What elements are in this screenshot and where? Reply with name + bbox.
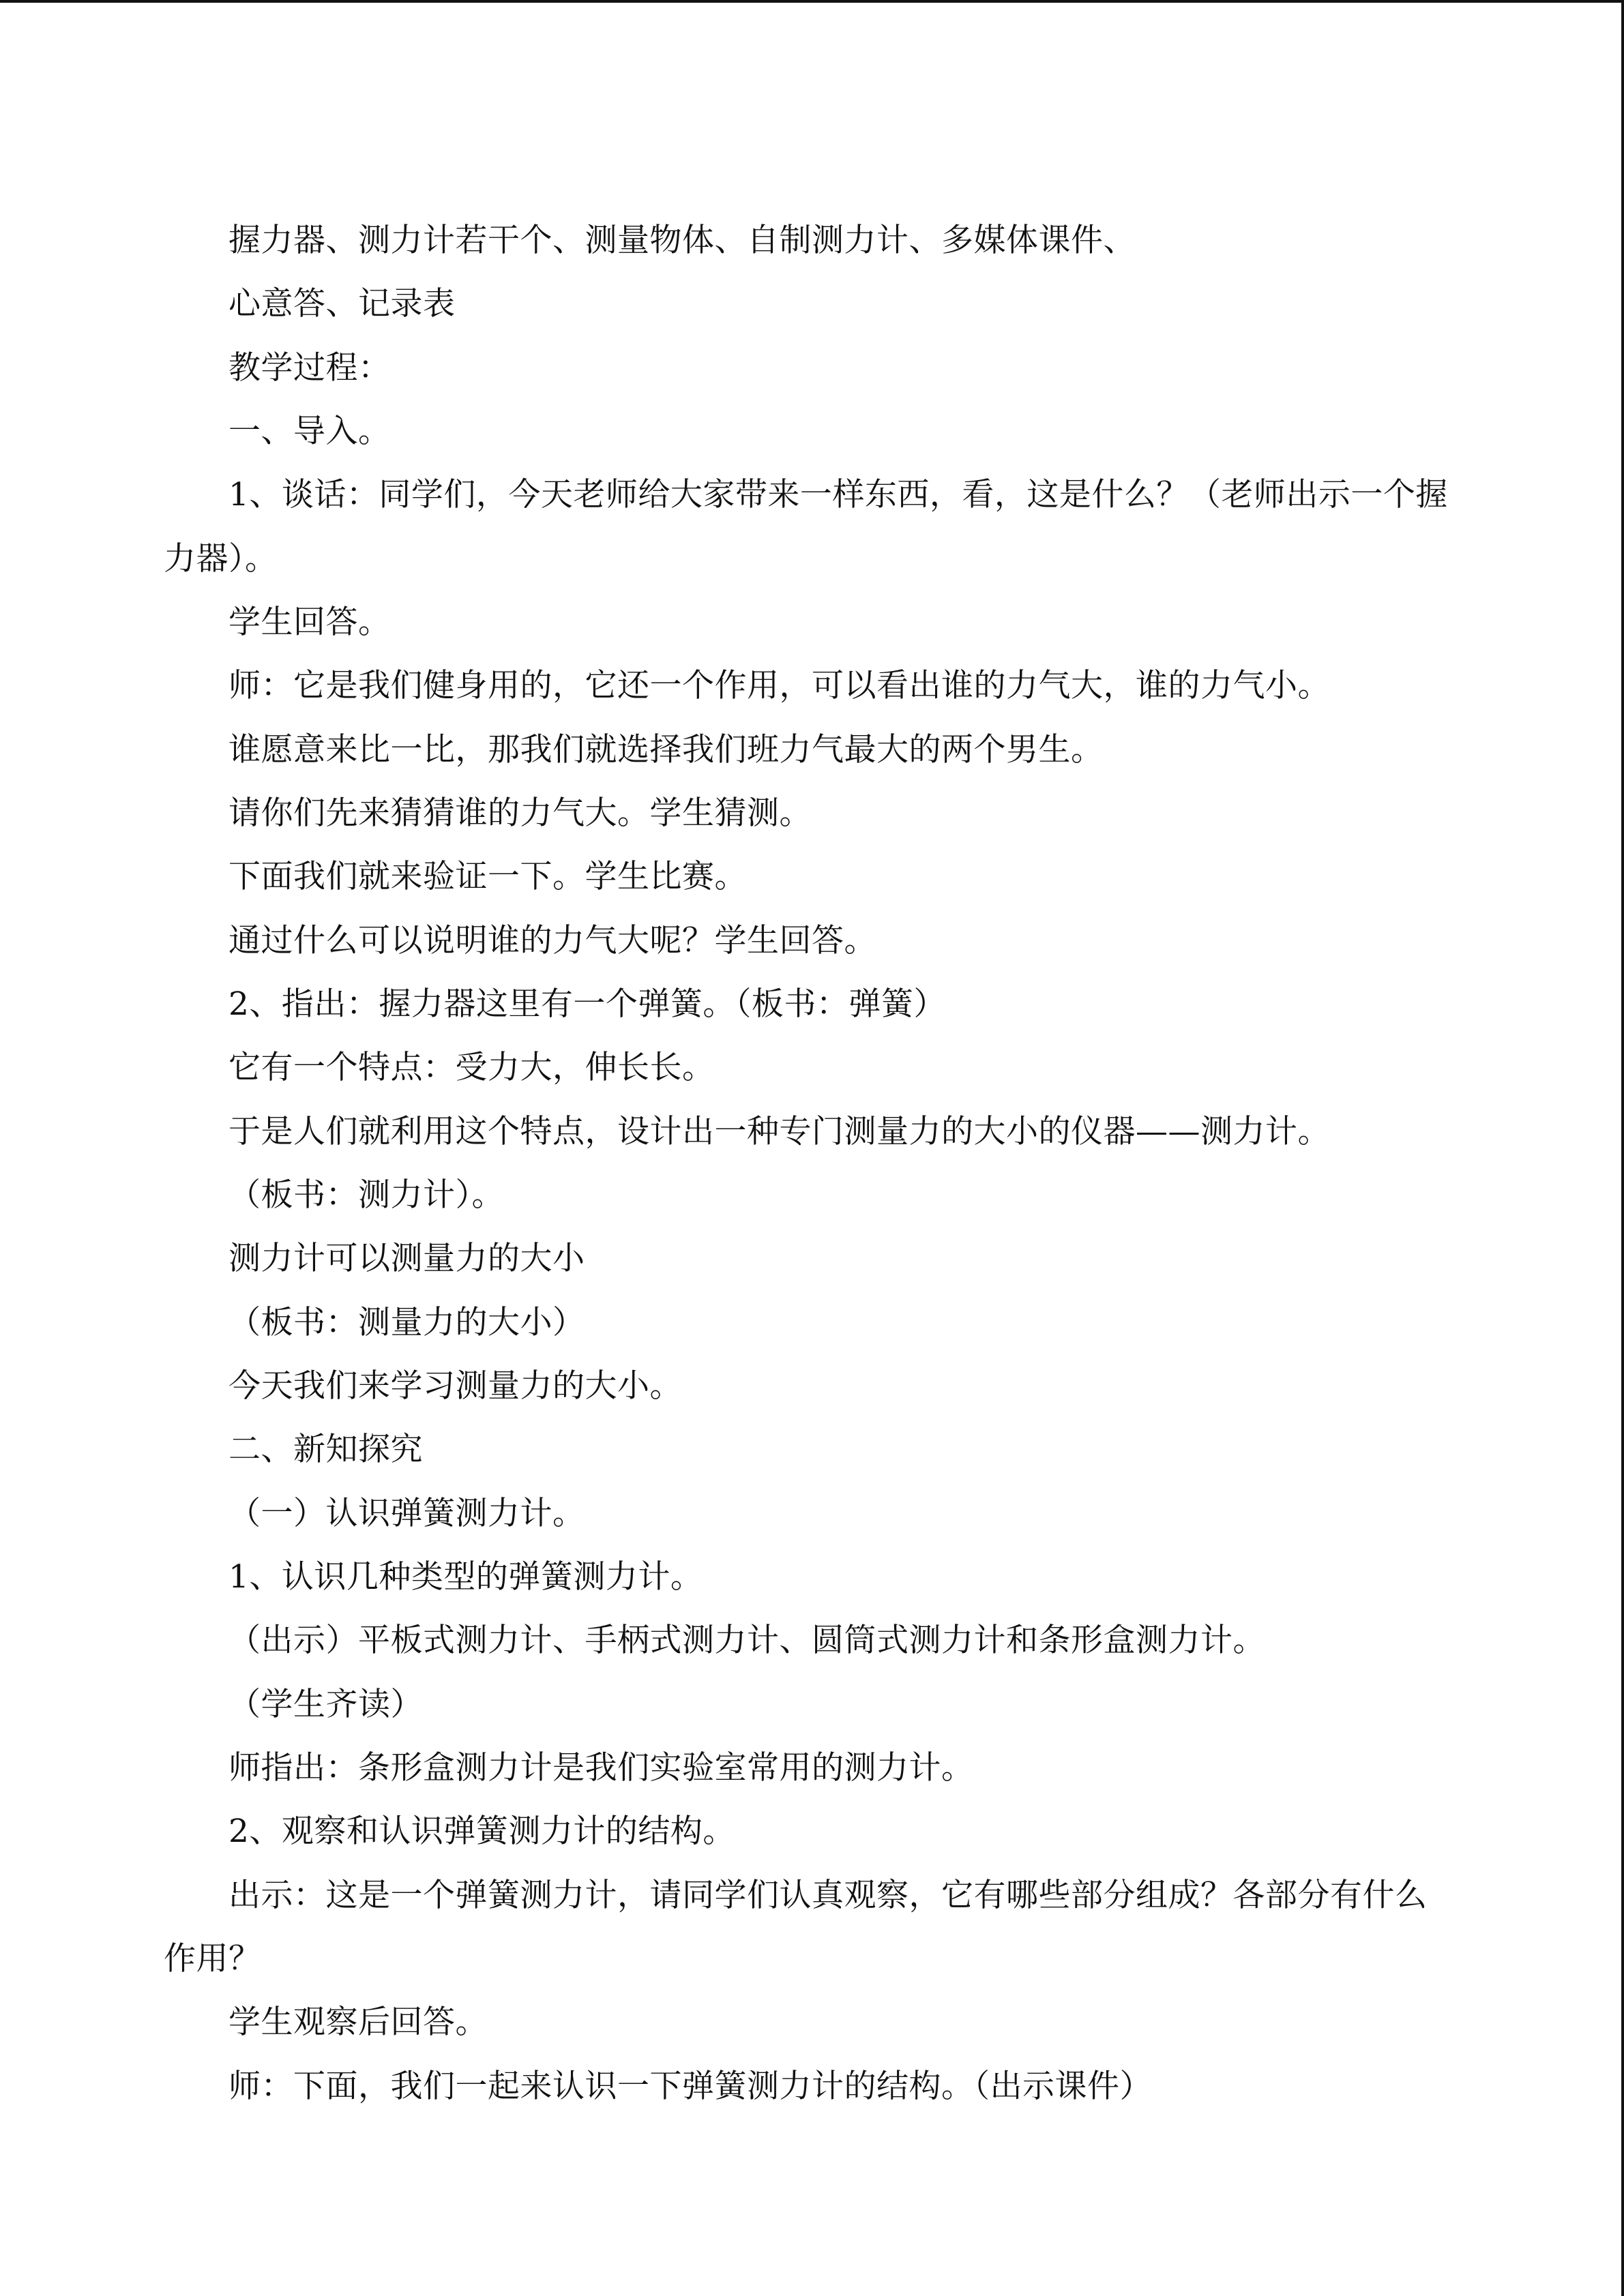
- line-guess: 请你们先来猜猜谁的力气大。学生猜测。: [228, 794, 812, 832]
- line-teacher-3: 师：下面，我们一起来认识一下弹簧测力计的结构。（出示课件）: [228, 2068, 1152, 2105]
- line-student-answer-1: 学生回答。: [228, 603, 391, 641]
- line-talk: 1、谈话：同学们，今天老师给大家带来一样东西，看，这是什么？（老师出示一个握: [228, 476, 1448, 513]
- line-materials-cont: 心意答、记录表: [228, 285, 456, 323]
- line-compete: 谁愿意来比一比，那我们就选择我们班力气最大的两个男生。: [228, 731, 1104, 769]
- line-board-2: （板书：测量力的大小）: [228, 1304, 585, 1341]
- line-structure: 2、观察和认识弹簧测力计的结构。: [228, 1813, 735, 1850]
- line-feature: 它有一个特点：受力大，伸长长。: [228, 1049, 715, 1086]
- line-today: 今天我们来学习测量力的大小。: [228, 1367, 682, 1405]
- line-show-types: （出示）平板式测力计、手柄式测力计、圆筒式测力计和条形盒测力计。: [228, 1622, 1265, 1659]
- line-subsection-1: （一）认识弹簧测力计。: [228, 1495, 585, 1532]
- line-teacher-1: 师：它是我们健身用的，它还一个作用，可以看出谁的力气大，谁的力气小。: [228, 667, 1330, 704]
- line-section-2: 二、新知探究: [228, 1431, 423, 1468]
- line-process-heading: 教学过程：: [228, 349, 391, 387]
- line-show-meter-cont: 作用？: [164, 1940, 261, 1978]
- line-design: 于是人们就利用这个特点，设计出一种专门测量力的大小的仪器——测力计。: [228, 1113, 1330, 1150]
- line-talk-cont: 力器）。: [164, 540, 278, 578]
- line-board-1: （板书：测力计）。: [228, 1176, 504, 1214]
- line-read-aloud: （学生齐读）: [228, 1686, 423, 1723]
- line-point-out: 2、指出：握力器这里有一个弹簧。（板书：弹簧）: [228, 985, 946, 1023]
- line-materials: 握力器、测力计若干个、测量物体、自制测力计、多媒体课件、: [228, 222, 1136, 259]
- line-section-1: 一、导入。: [228, 413, 391, 450]
- line-verify: 下面我们就来验证一下。学生比赛。: [228, 858, 747, 895]
- line-show-meter: 出示：这是一个弹簧测力计，请同学们认真观察，它有哪些部分组成？各部分有什么: [228, 1877, 1428, 1914]
- line-types: 1、认识几种类型的弹簧测力计。: [228, 1558, 703, 1596]
- line-explain: 通过什么可以说明谁的力气大呢？学生回答。: [228, 922, 876, 959]
- line-student-answer-2: 学生观察后回答。: [228, 2003, 488, 2041]
- line-measure: 测力计可以测量力的大小: [228, 1240, 585, 1277]
- line-teacher-2: 师指出：条形盒测力计是我们实验室常用的测力计。: [228, 1749, 974, 1787]
